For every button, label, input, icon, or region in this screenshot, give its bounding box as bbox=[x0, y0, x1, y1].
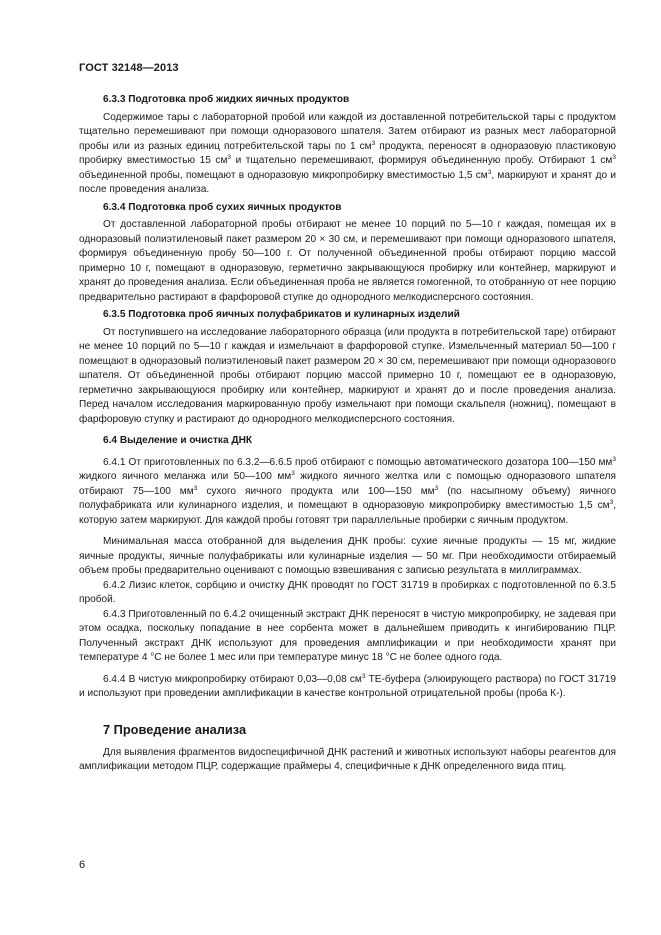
page-number: 6 bbox=[79, 859, 86, 871]
document-body bbox=[79, 93, 616, 775]
standard-header: ГОСТ 32148—2013 bbox=[79, 62, 179, 74]
paragraph-7: Для выявления фрагментов видоспецифичной ДНК растений и животных используют наборы реагентов для амплификации методом ПЦР, содержащие праймеры 4, специфичные к ДНК определенного вида птиц. bbox=[79, 746, 616, 772]
section-heading-6-3-5: 6.3.5 Подготовка проб яичных полуфабрикатов и кулинарных изделий bbox=[103, 309, 460, 320]
paragraph-6-3-3: Содержимое тары с лабораторной пробой или каждой из доставленной потребительской тары с продуктом тщательно перемешивают при помощи одноразового шпателя. Затем отбирают из разных мест лабораторной пробы или из разных единиц потребительской тары по 1 $см^3$ продукта, переносят в одноразовую пластиковую пробирку вместимостью 15 $см^3$ и тщательно перемешивают, формируя объединенную пробу. Отбирают 1 $см^3$ объединенной пробы, помещают в одноразовую микропробирку вместимостью 1,5 $см^3$, маркируют и хранят до и после проведения анализа. bbox=[79, 111, 616, 195]
paragraph-6-3-5: От поступившего на исследование лабораторного образца (или продукта в потребительской таре) отбирают не менее 10 порций по 5—10 г каждая и измельчают в фарфоровой ступке. Измельченный материал 50—100 г помещают в одноразовый полиэтиленовый пакет размером 20 × 30 см, перемешивают при помощи одноразового шпателя. От объединенной пробы отбирают порцию массой примерно 10 г, помещают ее в одноразовую, герметично закрывающуюся пробирку или контейнер, маркируют и хранят до и после проведения анализа. Перед началом исследования маркированную пробу измельчают при помощи скальпеля (ножниц), помещают в фарфоровую ступку и растирают до однородного мелкодисперсного состояния. bbox=[79, 326, 616, 425]
paragraph-6-4-4: 6.4.4 В чистую микропробирку отбирают 0,03—0,08 $см^3$ ТЕ-буфера (элюирующего раствора) по ГОСТ 31719 и используют при проведении амплификации в качестве контрольной отрицательной пробы (проба К-). bbox=[79, 672, 616, 699]
section-heading-6-3-3: 6.3.3 Подготовка проб жидких яичных продуктов bbox=[103, 94, 350, 105]
section-heading-6-4: 6.4 Выделение и очистка ДНК bbox=[103, 435, 253, 446]
paragraph-6-4-2: 6.4.2 Лизис клеток, сорбцию и очистку ДНК проводят по ГОСТ 31719 в пробирках с подготовленной по 6.3.5 пробой. bbox=[79, 579, 616, 605]
paragraph-min-mass: Минимальная масса отобранной для выделения ДНК пробы: сухие яичные продукты — 15 мг, жидкие яичные продукты, яичные полуфабрикаты или кулинарные изделия — 50 мг. При необходимости отбираемый объем пробы предварительно оценивают с помощью взвешивания с записью результата в миллиграммах. bbox=[79, 536, 616, 576]
section-heading-6-3-4: 6.3.4 Подготовка проб сухих яичных продуктов bbox=[103, 201, 342, 213]
paragraph-6-4-3: 6.4.3 Приготовленный по 6.4.2 очищенный экстракт ДНК переносят в чистую микропробирку, не задевая при этом осадка, поскольку попадание в нее сорбента может в дальнейшем приводить к ингибированию ПЦР. Полученный экстракт ДНК используют для проведения амплификации и при необходимости хранят при температуре 4 °С не более 1 мес или при температуре минус 18 °С не более одного года. bbox=[79, 608, 616, 663]
paragraph-6-3-4: От доставленной лабораторной пробы отбирают не менее 10 порций по 5—10 г каждая, помещая их в одноразовый полиэтиленовый пакет размером 20 × 30 см, и перемешивают при помощи одноразового шпателя, формируя объединенную пробу 50—100 г. От полученной объединенной пробы отбирают порцию массой примерно 10 г, помещают в одноразовую, герметично закрывающуюся пробирку или контейнер, маркируют и хранят до проведения анализа. Если объединенная проба не является гомогенной, то отобранную от нее порцию предварительно растирают в фарфоровой ступке до однородного мелкодисперсного состояния. bbox=[79, 219, 616, 303]
section-heading-7: 7 Проведение анализа bbox=[103, 721, 247, 737]
paragraph-6-4-1: 6.4.1 От приготовленных по 6.3.2—6.6.5 проб отбирают с помощью автоматического дозатора 100—150 $мм^3$ жидкого яичного меланжа или 50—100 $мм^3$ жидкого яичного желтка или с помощью одноразового шпателя отбирают 75—100 $мм^3$ сухого яичного продукта или 100—150 $мм^3$ (по насыпному объему) яичного полуфабриката или кулинарного изделия, и помещают в одноразовую микропробирку вместимостью 1,5 $см^3$, которую затем маркируют. Для каждой пробы готовят три параллельные пробирки с яичным продуктом. bbox=[79, 455, 617, 526]
